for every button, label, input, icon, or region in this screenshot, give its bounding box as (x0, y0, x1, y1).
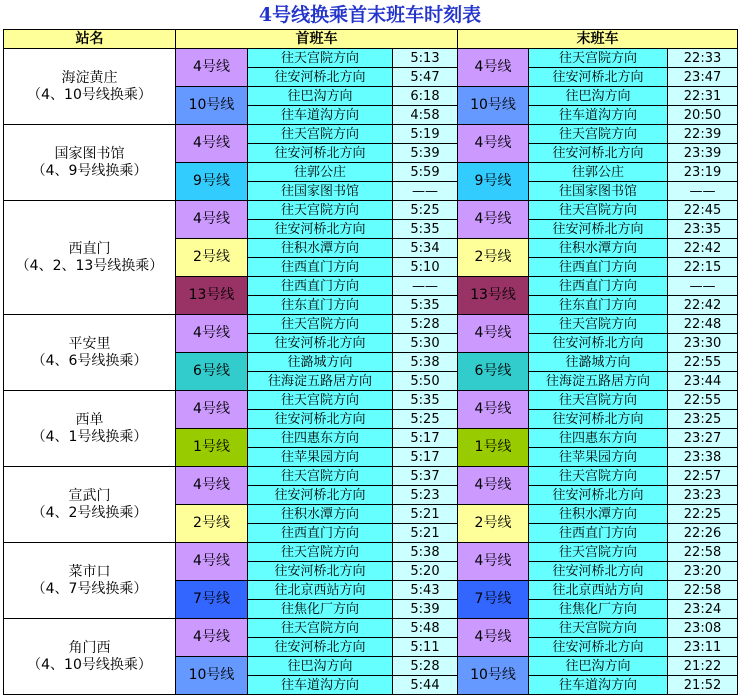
last-train-direction: 往安河桥北方向 (529, 144, 668, 163)
last-train-time: —— (668, 182, 738, 201)
first-train-direction: 往天宫院方向 (248, 49, 393, 68)
last-train-direction: 往安河桥北方向 (529, 334, 668, 353)
last-train-line-badge: 4号线 (458, 543, 529, 581)
first-train-direction: 往天宫院方向 (248, 315, 393, 334)
last-train-direction: 往苹果园方向 (529, 448, 668, 467)
first-train-line-badge: 4号线 (176, 315, 248, 353)
first-train-direction: 往西直门方向 (248, 258, 393, 277)
station-cell (4, 125, 176, 201)
first-train-direction: 往天宫院方向 (248, 201, 393, 220)
last-train-time: 22:58 (668, 581, 738, 600)
first-train-direction: 往潞城方向 (248, 353, 393, 372)
first-train-time: 5:30 (393, 334, 458, 353)
last-train-time: 23:30 (668, 334, 738, 353)
first-train-line-badge: 10号线 (176, 657, 248, 695)
last-train-line-badge: 1号线 (458, 429, 529, 467)
last-train-direction: 往安河桥北方向 (529, 68, 668, 87)
first-train-line-badge: 7号线 (176, 581, 248, 619)
last-train-direction: 往积水潭方向 (529, 505, 668, 524)
first-train-line-badge: 2号线 (176, 505, 248, 543)
last-train-time: 23:47 (668, 68, 738, 87)
last-train-line-badge: 9号线 (458, 163, 529, 201)
first-train-line-badge: 4号线 (176, 619, 248, 657)
last-train-time: 22:55 (668, 353, 738, 372)
last-train-time: 21:22 (668, 657, 738, 676)
last-train-line-badge: 4号线 (458, 125, 529, 163)
station-transfer-note: （4、2号线换乘） (31, 504, 148, 521)
last-train-direction: 往四惠东方向 (529, 429, 668, 448)
first-train-direction: 往车道沟方向 (248, 106, 393, 125)
first-train-time: 5:13 (393, 49, 458, 68)
last-train-direction: 往天宫院方向 (529, 125, 668, 144)
station-cell (4, 391, 176, 467)
last-train-line-badge: 4号线 (458, 619, 529, 657)
first-train-time: 5:28 (393, 657, 458, 676)
last-train-direction: 往天宫院方向 (529, 49, 668, 68)
first-train-time: 5:25 (393, 410, 458, 429)
station-name: 西单 (75, 411, 104, 428)
first-train-direction: 往北京西站方向 (248, 581, 393, 600)
first-train-direction: 往安河桥北方向 (248, 486, 393, 505)
first-train-time: 5:17 (393, 429, 458, 448)
first-train-time: 5:38 (393, 543, 458, 562)
last-train-direction: 往安河桥北方向 (529, 562, 668, 581)
first-train-direction: 往西直门方向 (248, 524, 393, 543)
first-train-time: 5:59 (393, 163, 458, 182)
first-train-line-badge: 4号线 (176, 391, 248, 429)
last-train-time: 22:42 (668, 296, 738, 315)
last-train-time: 22:58 (668, 543, 738, 562)
first-train-direction: 往积水潭方向 (248, 505, 393, 524)
first-train-direction: 往天宫院方向 (248, 125, 393, 144)
first-train-direction: 往安河桥北方向 (248, 334, 393, 353)
last-train-direction: 往天宫院方向 (529, 315, 668, 334)
last-train-time: 23:27 (668, 429, 738, 448)
first-train-time: 5:21 (393, 505, 458, 524)
first-train-line-badge: 1号线 (176, 429, 248, 467)
first-train-direction: 往安河桥北方向 (248, 638, 393, 657)
first-train-line-badge: 4号线 (176, 467, 248, 505)
station-cell (4, 467, 176, 543)
first-train-time: 5:28 (393, 315, 458, 334)
first-train-time: 5:23 (393, 486, 458, 505)
first-train-time: —— (393, 182, 458, 201)
last-train-direction: 往天宫院方向 (529, 543, 668, 562)
station-cell (4, 49, 176, 125)
last-train-direction: 往安河桥北方向 (529, 638, 668, 657)
station-name: 平安里 (68, 335, 111, 352)
last-train-direction: 往车道沟方向 (529, 676, 668, 695)
first-train-direction: 往天宫院方向 (248, 391, 393, 410)
station-cell (4, 619, 176, 695)
last-train-direction: 往积水潭方向 (529, 239, 668, 258)
last-train-line-badge: 4号线 (458, 391, 529, 429)
first-train-line-badge: 2号线 (176, 239, 248, 277)
first-train-direction: 往海淀五路居方向 (248, 372, 393, 391)
last-train-direction: 往北京西站方向 (529, 581, 668, 600)
first-train-direction: 往苹果园方向 (248, 448, 393, 467)
last-train-line-badge: 10号线 (458, 87, 529, 125)
header-station: 站名 (4, 30, 176, 49)
station-transfer-note: （4、10号线换乘） (27, 86, 152, 103)
table-row (4, 543, 738, 562)
last-train-line-badge: 6号线 (458, 353, 529, 391)
first-train-direction: 往安河桥北方向 (248, 410, 393, 429)
station-name: 海淀黄庄 (61, 69, 118, 86)
first-train-direction: 往巴沟方向 (248, 657, 393, 676)
first-train-line-badge: 13号线 (176, 277, 248, 315)
last-train-time: 23:23 (668, 486, 738, 505)
table-row (4, 201, 738, 220)
last-train-line-badge: 10号线 (458, 657, 529, 695)
station-transfer-note: （4、2、13号线换乘） (15, 257, 164, 274)
last-train-line-badge: 4号线 (458, 467, 529, 505)
first-train-direction: 往东直门方向 (248, 296, 393, 315)
last-train-line-badge: 4号线 (458, 201, 529, 239)
last-train-time: 22:57 (668, 467, 738, 486)
last-train-time: 23:24 (668, 600, 738, 619)
last-train-time: 22:39 (668, 125, 738, 144)
first-train-time: —— (393, 277, 458, 296)
first-train-time: 5:34 (393, 239, 458, 258)
last-train-direction: 往巴沟方向 (529, 87, 668, 106)
last-train-time: 23:19 (668, 163, 738, 182)
last-train-direction: 往天宫院方向 (529, 619, 668, 638)
last-train-time: 23:35 (668, 220, 738, 239)
last-train-direction: 往西直门方向 (529, 277, 668, 296)
last-train-time: 23:08 (668, 619, 738, 638)
last-train-direction: 往焦化厂方向 (529, 600, 668, 619)
station-name: 西直门 (68, 240, 111, 257)
last-train-time: 23:44 (668, 372, 738, 391)
last-train-time: 22:31 (668, 87, 738, 106)
first-train-direction: 往安河桥北方向 (248, 220, 393, 239)
first-train-direction: 往国家图书馆 (248, 182, 393, 201)
station-transfer-note: （4、10号线换乘） (27, 656, 152, 673)
last-train-direction: 往安河桥北方向 (529, 220, 668, 239)
last-train-direction: 往国家图书馆 (529, 182, 668, 201)
first-train-line-badge: 10号线 (176, 87, 248, 125)
table-row (4, 467, 738, 486)
last-train-direction: 往东直门方向 (529, 296, 668, 315)
first-train-line-badge: 4号线 (176, 543, 248, 581)
first-train-time: 5:48 (393, 619, 458, 638)
first-train-direction: 往车道沟方向 (248, 676, 393, 695)
first-train-time: 5:39 (393, 144, 458, 163)
first-train-line-badge: 4号线 (176, 49, 248, 87)
last-train-time: 20:50 (668, 106, 738, 125)
last-train-direction: 往西直门方向 (529, 524, 668, 543)
first-train-time: 5:10 (393, 258, 458, 277)
first-train-direction: 往积水潭方向 (248, 239, 393, 258)
first-train-time: 5:47 (393, 68, 458, 87)
first-train-direction: 往安河桥北方向 (248, 68, 393, 87)
last-train-direction: 往天宫院方向 (529, 391, 668, 410)
first-train-time: 5:35 (393, 296, 458, 315)
last-train-time: 23:20 (668, 562, 738, 581)
first-train-time: 5:19 (393, 125, 458, 144)
station-name: 国家图书馆 (54, 145, 125, 162)
header-last-train: 末班车 (458, 30, 738, 49)
station-name: 菜市口 (68, 563, 111, 580)
last-train-line-badge: 2号线 (458, 239, 529, 277)
last-train-time: 23:39 (668, 144, 738, 163)
first-train-direction: 往天宫院方向 (248, 619, 393, 638)
last-train-direction: 往巴沟方向 (529, 657, 668, 676)
first-train-line-badge: 4号线 (176, 125, 248, 163)
station-transfer-note: （4、1号线换乘） (31, 428, 148, 445)
station-transfer-note: （4、7号线换乘） (31, 580, 148, 597)
first-train-line-badge: 9号线 (176, 163, 248, 201)
first-train-direction: 往四惠东方向 (248, 429, 393, 448)
first-train-time: 5:20 (393, 562, 458, 581)
last-train-direction: 往潞城方向 (529, 353, 668, 372)
table-row (4, 391, 738, 410)
first-train-time: 6:18 (393, 87, 458, 106)
first-train-direction: 往安河桥北方向 (248, 562, 393, 581)
first-train-line-badge: 4号线 (176, 201, 248, 239)
last-train-time: 22:55 (668, 391, 738, 410)
last-train-direction: 往海淀五路居方向 (529, 372, 668, 391)
first-train-time: 5:39 (393, 600, 458, 619)
last-train-direction: 往天宫院方向 (529, 467, 668, 486)
station-cell (4, 315, 176, 391)
header-first-train: 首班车 (176, 30, 458, 49)
first-train-direction: 往天宫院方向 (248, 467, 393, 486)
first-train-time: 5:37 (393, 467, 458, 486)
station-cell (4, 543, 176, 619)
last-train-direction: 往安河桥北方向 (529, 486, 668, 505)
last-train-time: 23:38 (668, 448, 738, 467)
station-cell (4, 201, 176, 315)
first-train-direction: 往西直门方向 (248, 277, 393, 296)
first-train-time: 4:58 (393, 106, 458, 125)
last-train-time: 23:25 (668, 410, 738, 429)
last-train-line-badge: 2号线 (458, 505, 529, 543)
first-train-direction: 往郭公庄 (248, 163, 393, 182)
last-train-direction: 往天宫院方向 (529, 201, 668, 220)
first-train-direction: 往巴沟方向 (248, 87, 393, 106)
first-train-direction: 往安河桥北方向 (248, 144, 393, 163)
last-train-line-badge: 4号线 (458, 49, 529, 87)
page-title: 4号线换乘首末班车时刻表 (258, 4, 482, 26)
station-name: 宣武门 (68, 487, 111, 504)
first-train-time: 5:43 (393, 581, 458, 600)
first-train-line-badge: 6号线 (176, 353, 248, 391)
first-train-time: 5:50 (393, 372, 458, 391)
last-train-time: 22:45 (668, 201, 738, 220)
timetable (3, 29, 738, 695)
first-train-time: 5:21 (393, 524, 458, 543)
last-train-line-badge: 7号线 (458, 581, 529, 619)
last-train-direction: 往车道沟方向 (529, 106, 668, 125)
first-train-time: 5:44 (393, 676, 458, 695)
first-train-time: 5:35 (393, 391, 458, 410)
header-row (4, 30, 738, 49)
table-row (4, 125, 738, 144)
last-train-time: 22:25 (668, 505, 738, 524)
first-train-time: 5:38 (393, 353, 458, 372)
first-train-time: 5:17 (393, 448, 458, 467)
first-train-time: 5:25 (393, 201, 458, 220)
last-train-time: 22:42 (668, 239, 738, 258)
last-train-time: 21:52 (668, 676, 738, 695)
last-train-line-badge: 13号线 (458, 277, 529, 315)
last-train-direction: 往西直门方向 (529, 258, 668, 277)
last-train-time: 22:15 (668, 258, 738, 277)
table-row (4, 49, 738, 68)
station-transfer-note: （4、9号线换乘） (31, 162, 148, 179)
last-train-time: 22:48 (668, 315, 738, 334)
first-train-time: 5:11 (393, 638, 458, 657)
last-train-time: 23:11 (668, 638, 738, 657)
first-train-time: 5:35 (393, 220, 458, 239)
last-train-line-badge: 4号线 (458, 315, 529, 353)
last-train-direction: 往安河桥北方向 (529, 410, 668, 429)
last-train-time: —— (668, 277, 738, 296)
last-train-time: 22:33 (668, 49, 738, 68)
first-train-direction: 往焦化厂方向 (248, 600, 393, 619)
first-train-direction: 往天宫院方向 (248, 543, 393, 562)
table-row (4, 619, 738, 638)
timetable-body (4, 49, 738, 695)
station-transfer-note: （4、6号线换乘） (31, 352, 148, 369)
station-name: 角门西 (68, 639, 111, 656)
table-row (4, 315, 738, 334)
last-train-direction: 往郭公庄 (529, 163, 668, 182)
last-train-time: 22:26 (668, 524, 738, 543)
